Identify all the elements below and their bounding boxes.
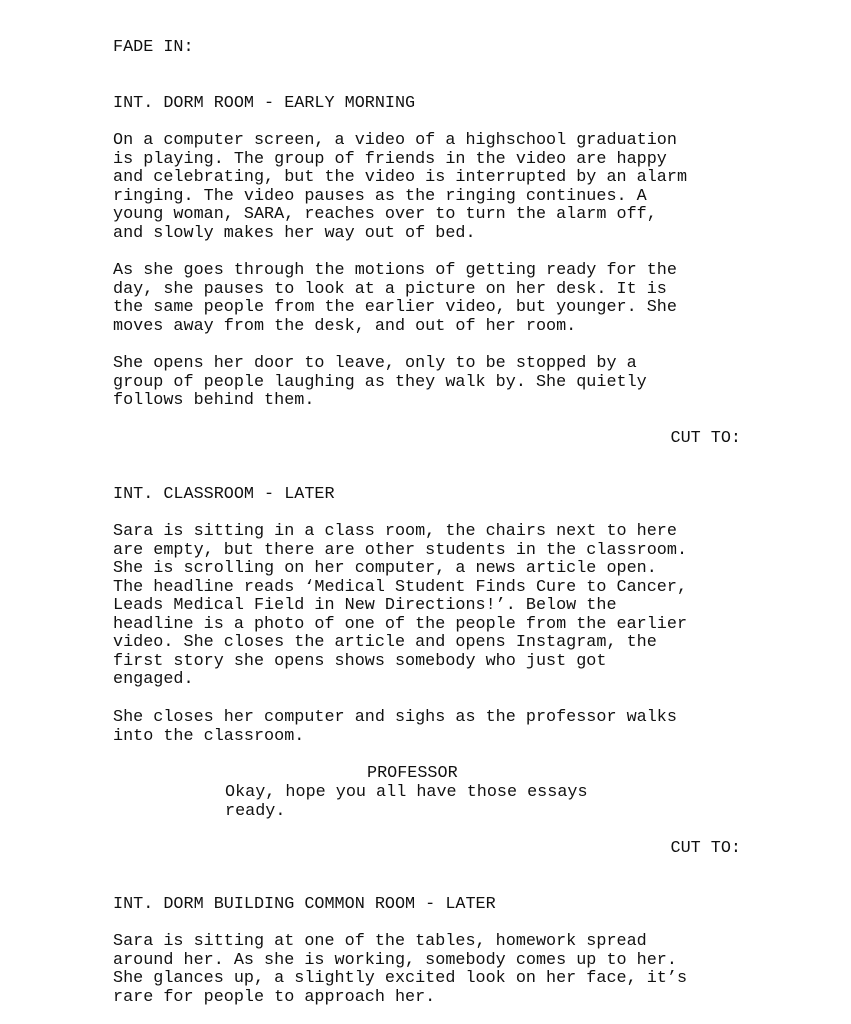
scene-heading-common-room: INT. DORM BUILDING COMMON ROOM - LATER	[113, 895, 496, 914]
character-name: PROFESSOR	[367, 764, 458, 783]
action-paragraph: On a computer screen, a video of a highschool graduation is playing. The group of friends in the video are happy and celebrating, but the video is interrupted by an alarm ringing. The video pauses as the ringing continues. A young woman, SARA, reaches over to turn the alarm off, and slowly makes her way out of bed.	[113, 131, 688, 243]
dialogue: Okay, hope you all have those essays ready.	[225, 783, 588, 821]
action-paragraph: She opens her door to leave, only to be stopped by a group of people laughing as they walk by. She quietly follows behind them.	[113, 354, 647, 411]
cut-to-transition: CUT TO:	[670, 429, 741, 448]
scene-heading-classroom: INT. CLASSROOM - LATER	[113, 485, 335, 504]
scene-heading-dorm-room: INT. DORM ROOM - EARLY MORNING	[113, 94, 416, 113]
action-paragraph: Sara is sitting in a class room, the chairs next to here are empty, but there are other students in the classroom. She is scrolling on her computer, a news article open. The headline reads ‘Medical Student Finds Cure to Cancer, Leads Medical Field in New Directions!’. Below the headline is a photo of one of the people from the earlier video. She closes the article and opens Instagram, the first story she opens shows somebody who just got engaged.	[113, 522, 688, 690]
action-paragraph: Sara is sitting at one of the tables, homework spread around her. As she is working, somebody comes up to her. She glances up, a slightly excited look on her face, it’s rare for people to approach her.	[113, 932, 688, 1007]
cut-to-transition: CUT TO:	[670, 839, 741, 858]
action-paragraph: She closes her computer and sighs as the professor walks into the classroom.	[113, 708, 677, 746]
action-paragraph: As she goes through the motions of getting ready for the day, she pauses to look at a picture on her desk. It is the same people from the earlier video, but younger. She moves away from the desk, and out of her room.	[113, 261, 677, 336]
fade-in-transition: FADE IN:	[113, 38, 194, 57]
